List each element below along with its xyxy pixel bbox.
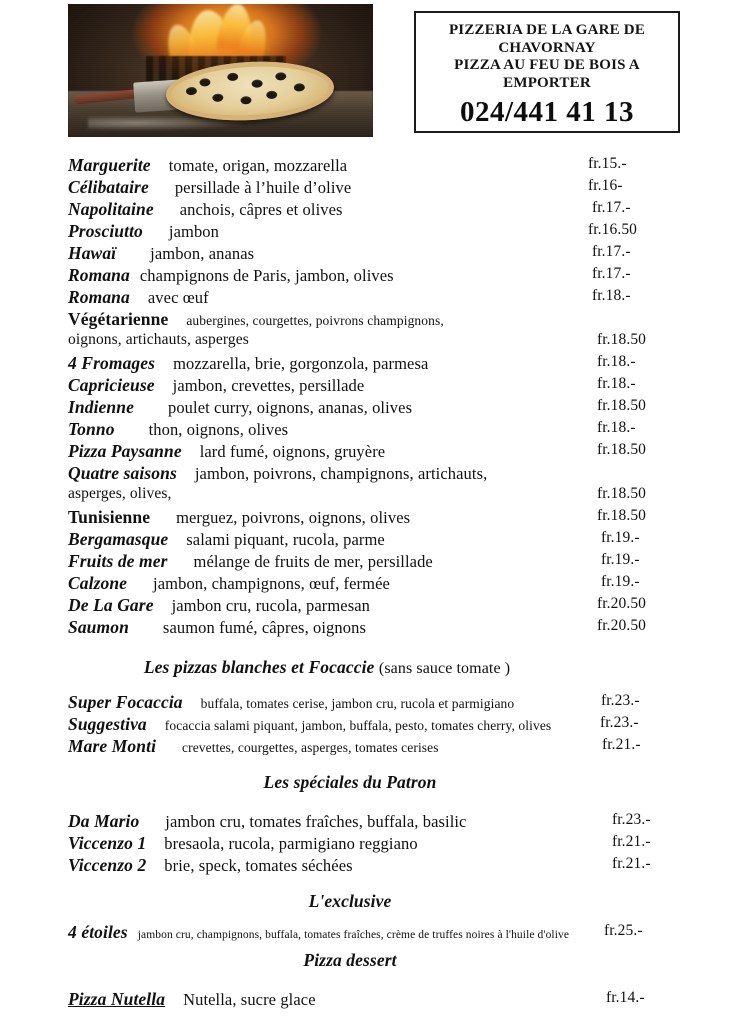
item-description: buffala, tomates cerise, jambon cru, rucola et parmigiano [200, 696, 515, 711]
menu-item-row [0, 397, 744, 419]
item-name: Calzone [68, 573, 128, 593]
menu-item-row [0, 155, 744, 177]
item-price: fr.23.- [600, 714, 639, 731]
item-description: saumon fumé, câpres, oignons [162, 618, 366, 637]
item-name: Romana [68, 265, 130, 285]
item-name: Mare Monti [68, 736, 157, 756]
menu-item-row [0, 287, 744, 309]
menu-item-row [0, 243, 744, 265]
item-description: crevettes, courgettes, asperges, tomates cerises [182, 740, 439, 755]
item-name: Fruits de mer [68, 551, 168, 571]
section-heading-dessert [0, 950, 744, 971]
item-description: jambon cru, champignons, buffala, tomates fraîches, crème de truffes noires à l'huile d'olive [137, 929, 570, 941]
item-price: fr.20.50 [597, 595, 647, 612]
item-price: fr.20.50 [597, 617, 647, 634]
item-name: Viccenzo 2 [68, 855, 147, 875]
item-description: jambon, ananas [150, 244, 255, 263]
item-name: 4 Fromages [68, 353, 156, 373]
item-price: fr.18.50 [597, 485, 647, 502]
section-heading-text: Pizza dessert [303, 950, 397, 970]
item-price: fr.23.- [612, 811, 651, 828]
menu-item-row [0, 989, 744, 1011]
menu-item-row [0, 736, 744, 758]
item-description: persillade à l’huile d’olive [174, 178, 352, 197]
item-description: mozzarella, brie, gorgonzola, parmesa [173, 354, 429, 373]
item-name: 4 étoiles [68, 922, 128, 942]
shop-info-box [414, 11, 680, 133]
item-description: anchois, câpres et olives [179, 200, 343, 219]
shop-name-line-3: PIZZA AU FEU DE BOIS A [454, 57, 640, 73]
item-description: lard fumé, oignons, gruyère [199, 442, 386, 461]
menu-item-row [0, 265, 744, 287]
item-name: Pizza Paysanne [68, 441, 182, 461]
menu-item-row [0, 507, 744, 529]
item-name: Da Mario [68, 811, 140, 831]
menu-item-row [0, 833, 744, 855]
section-heading-note: (sans sauce tomate ) [378, 660, 511, 677]
item-name: Végétarienne [68, 309, 169, 329]
item-name: Romana [68, 287, 130, 307]
item-description-line-2: oignons, artichauts, asperges [68, 331, 249, 348]
menu-item-row [0, 375, 744, 397]
item-description: brie, speck, tomates séchées [164, 856, 353, 875]
menu-header-area [0, 0, 744, 150]
item-description: jambon, crevettes, persillade [172, 376, 365, 395]
item-price: fr.14.- [606, 989, 645, 1006]
menu-item-row [0, 221, 744, 243]
shop-phone-number: 024/441 41 13 [459, 96, 635, 128]
wood-fired-oven-photo [68, 4, 373, 137]
item-description: jambon [168, 222, 219, 241]
menu-item-row [0, 551, 744, 573]
item-description-line-2: asperges, olives, [68, 485, 172, 502]
item-description: aubergines, courgettes, poivrons champignons, [186, 313, 444, 328]
item-description: jambon, poivrons, champignons, artichauts, [194, 464, 488, 483]
item-price: fr.25.- [604, 922, 643, 939]
item-price: fr.19.- [601, 551, 640, 568]
item-name: Tonno [68, 419, 115, 439]
item-name: De La Gare [68, 595, 154, 615]
item-price: fr.18.50 [597, 441, 647, 458]
menu-list [0, 155, 744, 1011]
item-description: focaccia salami piquant, jambon, buffala, pesto, tomates cherry, olives [164, 718, 552, 733]
menu-item-row [0, 855, 744, 877]
item-name: Viccenzo 1 [68, 833, 147, 853]
section-heading-speciales [0, 772, 744, 793]
item-name: Saumon [68, 617, 129, 637]
item-name: Hawaï [68, 243, 117, 263]
menu-item-row [0, 463, 744, 485]
section-heading-text: L'exclusive [308, 891, 392, 911]
item-description: jambon cru, tomates fraîches, buffala, basilic [165, 812, 467, 831]
item-name: Célibataire [68, 177, 149, 197]
menu-item-row [0, 353, 744, 375]
menu-item-description-continuation [0, 485, 744, 507]
item-price: fr.23.- [601, 692, 640, 709]
item-name: Indienne [68, 397, 134, 417]
item-name: Napolitaine [68, 199, 154, 219]
item-name: Quatre saisons [68, 463, 177, 483]
item-price: fr.16.50 [588, 221, 638, 238]
section-heading-text: Les spéciales du Patron [263, 772, 437, 792]
item-description: merguez, poivrons, oignons, olives [176, 508, 411, 527]
menu-item-row [0, 595, 744, 617]
item-name: Tunisienne [68, 507, 151, 527]
menu-item-row [0, 199, 744, 221]
item-price: fr.18.50 [597, 397, 647, 414]
menu-item-row [0, 922, 744, 944]
item-description: bresaola, rucola, parmigiano reggiano [164, 834, 418, 853]
item-price: fr.21.- [612, 833, 651, 850]
item-price: fr.21.- [612, 855, 651, 872]
item-price: fr.19.- [601, 573, 640, 590]
item-description: tomate, origan, mozzarella [168, 156, 348, 175]
menu-item-row [0, 617, 744, 639]
menu-item-row [0, 419, 744, 441]
item-description: champignons de Paris, jambon, olives [139, 266, 394, 285]
item-price: fr.18.50 [597, 507, 647, 524]
menu-item-description-continuation [0, 331, 744, 353]
item-name: Bergamasque [68, 529, 169, 549]
item-description: poulet curry, oignons, ananas, olives [167, 398, 413, 417]
item-name: Pizza Nutella [68, 989, 166, 1009]
item-name: Prosciutto [68, 221, 143, 241]
section-heading-text: Les pizzas blanches et Focaccie [143, 657, 375, 677]
item-price: fr.18.50 [597, 331, 647, 348]
item-name: Suggestiva [68, 714, 147, 734]
item-price: fr.17.- [592, 199, 631, 216]
item-price: fr.17.- [592, 265, 631, 282]
item-price: fr.18.- [592, 287, 631, 304]
item-price: fr.18.- [597, 419, 636, 436]
item-price: fr.18.- [597, 353, 636, 370]
menu-item-row [0, 441, 744, 463]
item-name: Super Focaccia [68, 692, 183, 712]
section-heading-exclusive [0, 891, 744, 912]
shop-name-line-4: EMPORTER [503, 74, 591, 91]
item-name: Marguerite [68, 155, 151, 175]
item-description: avec œuf [147, 288, 209, 307]
item-description: Nutella, sucre glace [183, 990, 316, 1009]
item-description: mélange de fruits de mer, persillade [193, 552, 433, 571]
item-price: fr.15.- [588, 155, 627, 172]
menu-item-row [0, 692, 744, 714]
item-description: jambon cru, rucola, parmesan [171, 596, 370, 615]
item-price: fr.21.- [602, 736, 641, 753]
item-description: salami piquant, rucola, parme [186, 530, 385, 549]
item-name: Capricieuse [68, 375, 155, 395]
section-heading-pizzas-blanches [0, 657, 744, 678]
item-price: fr.19.- [601, 529, 640, 546]
shop-name-line-2: CHAVORNAY [498, 39, 596, 56]
item-price: fr.17.- [592, 243, 631, 260]
menu-item-row [0, 573, 744, 595]
menu-item-row [0, 177, 744, 199]
menu-item-row [0, 309, 744, 331]
item-price: fr.18.- [597, 375, 636, 392]
menu-item-row [0, 529, 744, 551]
item-price: fr.16- [588, 177, 623, 194]
item-description: jambon, champignons, œuf, fermée [153, 574, 390, 593]
shop-name-line-1: PIZZERIA DE LA GARE DE [448, 22, 646, 38]
item-description: thon, oignons, olives [148, 420, 289, 439]
menu-item-row [0, 811, 744, 833]
menu-item-row [0, 714, 744, 736]
